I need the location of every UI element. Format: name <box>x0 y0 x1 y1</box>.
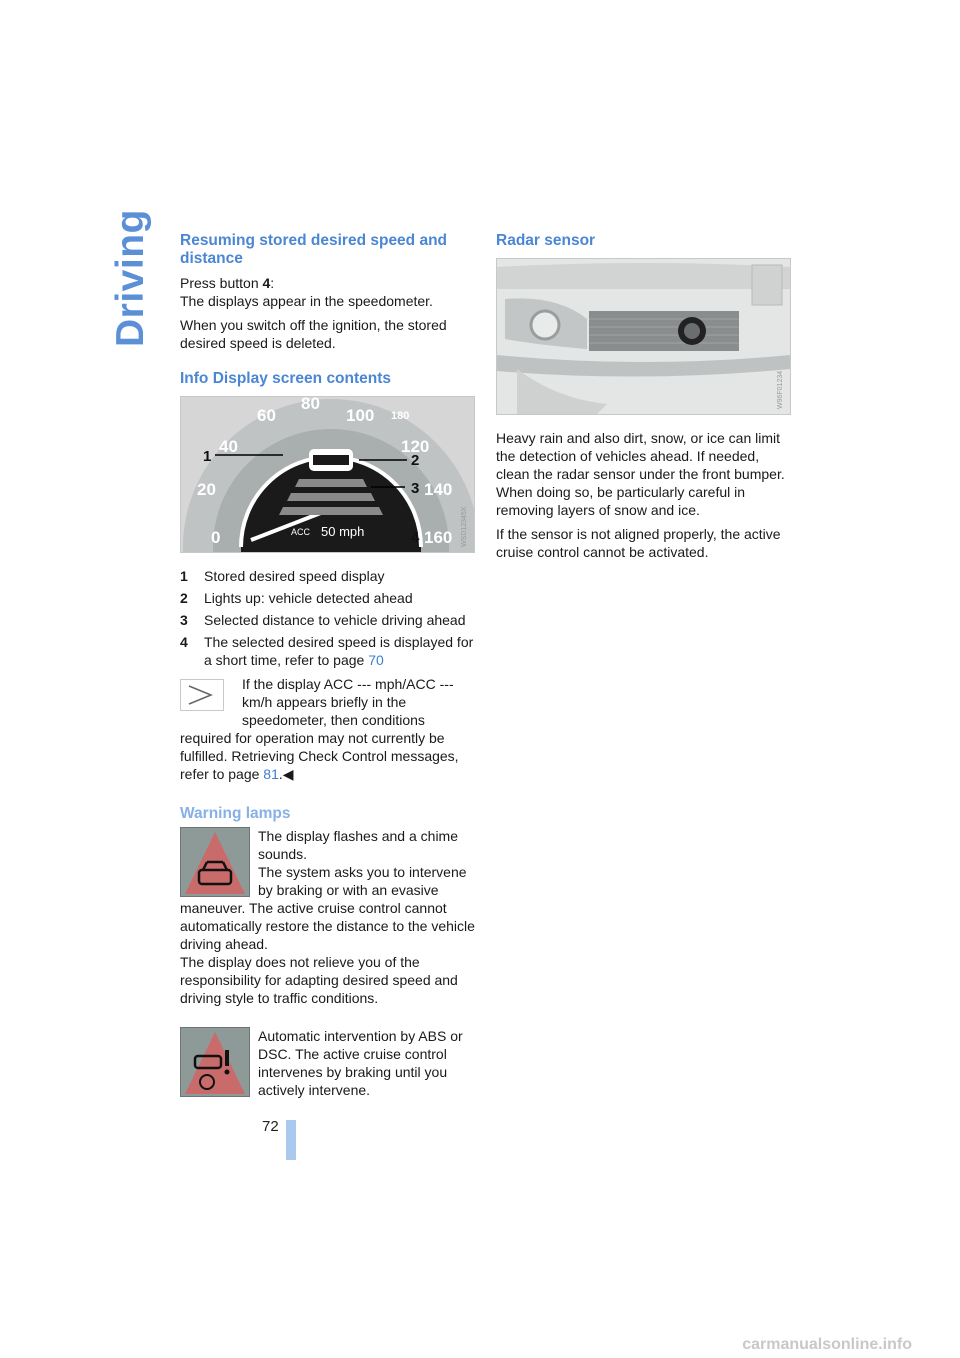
radar-paragraph-2: If the sensor is not aligned properly, the active cruise control cannot be activated. <box>496 526 781 560</box>
displays-line: The displays appear in the speedometer. <box>180 293 433 309</box>
list-item: 2 Lights up: vehicle detected ahead <box>180 590 413 606</box>
legend-list <box>180 567 475 669</box>
radar-paragraph-1: Heavy rain and also dirt, snow, or ice can limit the detection of vehicles ahead. If needed, clean the radar sensor under the front bumper. When doing so, be particularly careful in removing layers of snow and ice. <box>496 430 785 518</box>
heading-radar-sensor: Radar sensor <box>496 232 596 249</box>
list-item: 1 Stored desired speed display <box>180 568 385 584</box>
dial-number: 180 <box>391 410 410 422</box>
callout-number: 2 <box>411 452 420 469</box>
radar-sensor-figure <box>496 258 791 415</box>
figure-code: WSD12345X <box>461 506 468 547</box>
page-link-81[interactable]: 81 <box>263 766 279 782</box>
dial-number: 120 <box>401 437 430 456</box>
page-marker-bar <box>286 1120 296 1160</box>
ignition-paragraph: When you switch off the ignition, the stored desired speed is deleted. <box>180 317 447 351</box>
dial-number: 140 <box>424 480 453 499</box>
heading-resuming-speed: Resuming stored desired speed and distance <box>180 232 448 267</box>
callout-number: 3 <box>411 480 420 497</box>
warning-lamp-2 <box>180 1027 475 1099</box>
press-suffix: : <box>270 275 275 291</box>
acc-label: ACC <box>291 527 311 537</box>
dial-number: 20 <box>197 480 216 499</box>
radar-illustration <box>497 259 790 414</box>
button-number: 4 <box>262 275 271 291</box>
page-number: 72 <box>262 1118 279 1135</box>
press-prefix: Press button <box>180 275 263 291</box>
watermark: carmanualsonline.info <box>742 1336 912 1353</box>
dial-number: 80 <box>301 397 320 413</box>
right-column <box>496 232 791 561</box>
page-link-70[interactable]: 70 <box>368 652 384 668</box>
dial-number: 40 <box>219 437 238 456</box>
note-arrow-icon <box>180 679 224 711</box>
heading-info-display: Info Display screen contents <box>180 370 392 387</box>
dial-number: 160 <box>424 528 453 547</box>
dial-number: 60 <box>257 406 276 425</box>
dial-number: 100 <box>346 406 375 425</box>
callout-number: 4 <box>411 529 420 546</box>
heading-warning-lamps: Warning lamps <box>180 805 291 822</box>
list-item: 4 The selected desired speed is displayed for a short time, refer to page 70 <box>180 634 474 668</box>
callout-number: 1 <box>203 448 212 465</box>
side-chapter-title: Driving <box>109 209 152 347</box>
warning-vehicle-icon <box>180 827 250 897</box>
warning-intervention-icon <box>180 1027 250 1097</box>
press-button-line <box>180 274 475 292</box>
dial-number: 0 <box>211 528 221 547</box>
speedometer-figure <box>180 396 475 553</box>
warning-text-2: Automatic intervention by ABS or DSC. The active cruise control intervenes by braking until you actively intervene. <box>258 1028 463 1098</box>
figure-code: W96F01234 <box>777 370 784 409</box>
warning-lamp-1 <box>180 827 475 1007</box>
note-block: If the display ACC --- mph/ACC --- km/h appears briefly in the speedometer, then conditions required for operation may not currently be fulfilled. Retrieving Check Control messages, refer to page 81.◀ <box>180 676 459 782</box>
speedometer-illustration <box>181 397 474 552</box>
list-item: 3 Selected distance to vehicle driving ahead <box>180 612 466 628</box>
speed-label: 50 mph <box>321 524 365 539</box>
left-column <box>180 232 475 1099</box>
warning-text-1: The display flashes and a chime sounds. The system asks you to intervene by braking or with an evasive maneuver. The active cruise control cannot automatically restore the distance to the vehicle driving ahead. The display does not relieve you of the responsibility for adapting desired speed and driving style to traffic conditions. <box>180 828 475 1006</box>
